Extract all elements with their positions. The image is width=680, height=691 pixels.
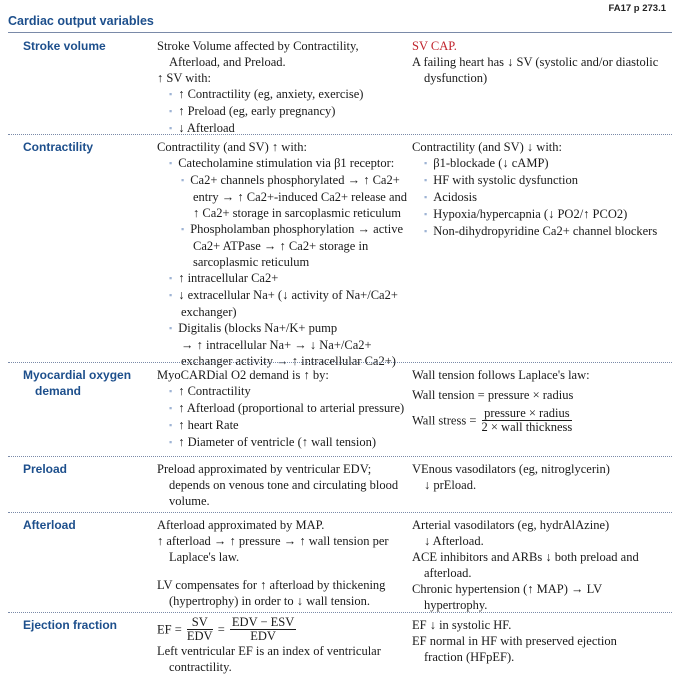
text-line: contractility.	[169, 660, 232, 674]
contractility-decrease	[412, 139, 670, 240]
text-line: entry → ↑ Ca2+-induced Ca2+ release and	[193, 190, 408, 204]
formula-lhs: EF =	[157, 622, 182, 637]
numerator: SV	[187, 616, 213, 630]
bullet-item: ▪ Digitalis (blocks Na+/K+ pump	[157, 320, 407, 337]
text-line: exchanger activity → ↑ intracellular Ca2+)	[181, 354, 396, 368]
row-stroke-volume	[8, 36, 672, 134]
bullet-item: ▪ ↓ Afterload	[157, 120, 407, 137]
text-line: Arterial vasodilators (eg, hydrAlAzine)	[412, 518, 610, 532]
bullet-item: ▪ ↑ Diameter of ventricle (↑ wall tension)	[157, 434, 407, 451]
text-line: Left ventricular EF is an index of ventricular	[157, 644, 381, 658]
text-line: Chronic hypertension (↑ MAP) → LV	[412, 582, 603, 596]
text-line: hypertrophy.	[424, 598, 488, 612]
bullet-item: ▪ ↑ heart Rate	[157, 417, 407, 434]
row-ejection-fraction	[8, 612, 672, 689]
denominator: EDV	[250, 629, 276, 643]
text-line: EF ↓ in systolic HF.	[412, 618, 512, 632]
text-line: Ca2+ ATPase → ↑ Ca2+ storage in	[193, 239, 369, 253]
bullet-item: ▪ Catecholamine stimulation via β1 receptor:	[157, 155, 407, 172]
text-line: Afterload, and Preload.	[169, 55, 286, 69]
text-line: sarcoplasmic reticulum	[193, 255, 310, 269]
section-title: Cardiac output variables	[8, 14, 154, 28]
bullet-item: ▪ ↑ intracellular Ca2+	[157, 270, 407, 287]
page-reference: FA17 p 273.1	[608, 3, 666, 14]
text-line: MyoCARDial O2 demand is ↑ by:	[157, 368, 329, 382]
row-label: Ejection fraction	[23, 618, 118, 632]
sub-bullet-item: ▪ Ca2+ channels phosphorylated → ↑ Ca2+	[157, 172, 407, 189]
bullet-item: ▪ ↑ Preload (eg, early pregnancy)	[157, 103, 407, 120]
text-line: ↓ prEload.	[424, 478, 477, 492]
fraction	[230, 616, 296, 643]
fraction	[482, 407, 573, 434]
laplace-law	[412, 367, 670, 434]
stroke-volume-notes	[412, 38, 670, 86]
text-line: Wall tension follows Laplace's law:	[412, 368, 590, 382]
preload-notes	[412, 461, 670, 493]
oxygen-demand-factors	[157, 367, 407, 451]
row-preload	[8, 456, 672, 513]
numerator: EDV − ESV	[231, 615, 295, 629]
text-line: VEnous vasodilators (eg, nitroglycerin)	[412, 462, 610, 476]
text-line: Preload approximated by ventricular EDV;	[157, 462, 372, 476]
title-rule	[8, 32, 672, 33]
text-line: Stroke Volume affected by Contractility,	[157, 39, 359, 53]
text-line: afterload.	[424, 566, 472, 580]
sub-bullet-item: ▪ Phospholamban phosphorylation → active	[157, 221, 407, 238]
text-line: ↑ afterload → ↑ pressure → ↑ wall tension per	[157, 534, 389, 548]
mnemonic: SV CAP.	[412, 39, 457, 53]
text-line: EF normal in HF with preserved ejection	[412, 634, 617, 648]
row-label: Afterload	[23, 518, 76, 532]
text-line: depends on venous tone and circulating blood	[169, 478, 399, 492]
text-line: → ↑ intracellular Na+ → ↓ Na+/Ca2+	[181, 338, 372, 352]
bullet-item: ▪ ↓ extracellular Na+ (↓ activity of Na+/Ca2+	[157, 287, 407, 304]
row-myocardial-oxygen-demand	[8, 362, 672, 455]
bullet-item: ▪ Non-dihydropyridine Ca2+ channel blockers	[412, 223, 670, 240]
preload-details	[157, 461, 407, 509]
bullet-item: ▪ ↑ Contractility	[157, 383, 407, 400]
text-line: fraction (HFpEF).	[424, 650, 515, 664]
bullet-item: ▪ ↑ Contractility (eg, anxiety, exercise)	[157, 86, 407, 103]
row-label	[23, 367, 131, 399]
denominator: EDV	[186, 629, 213, 643]
formula-lhs: Wall stress =	[412, 413, 477, 428]
bullet-item: ▪ HF with systolic dysfunction	[412, 172, 670, 189]
fraction	[187, 616, 213, 643]
bullet-item: ▪ β1-blockade (↓ cAMP)	[412, 155, 670, 172]
bullet-item: ▪ Hypoxia/hypercapnia (↓ PO2/↑ PCO2)	[412, 206, 670, 223]
text-line: volume.	[169, 494, 210, 508]
text-line: ACE inhibitors and ARBs ↓ both preload and	[412, 550, 639, 564]
text-line: LV compensates for ↑ afterload by thickening	[157, 578, 386, 592]
text-line: Afterload approximated by MAP.	[157, 518, 325, 532]
text-line: ↑ SV with:	[157, 71, 211, 85]
afterload-details	[157, 517, 407, 609]
numerator: pressure × radius	[482, 407, 573, 421]
label-line: Myocardial oxygen	[23, 368, 132, 382]
row-label: Preload	[23, 462, 68, 476]
text-line: Contractility (and SV) ↑ with:	[157, 140, 307, 154]
text-line: dysfunction)	[424, 71, 488, 85]
text-line: Laplace's law.	[169, 550, 240, 564]
text-line: Contractility (and SV) ↓ with:	[412, 140, 562, 154]
text-line: A failing heart has ↓ SV (systolic and/or diastolic	[412, 55, 659, 69]
row-contractility	[8, 134, 672, 368]
label-line: demand	[35, 384, 82, 398]
row-label: Contractility	[23, 140, 94, 154]
afterload-notes	[412, 517, 670, 613]
bullet-item: ▪ ↑ Afterload (proportional to arterial pressure)	[157, 400, 407, 417]
row-label: Stroke volume	[23, 39, 106, 53]
ejection-fraction-notes	[412, 617, 670, 665]
text-line: ↓ Afterload.	[424, 534, 484, 548]
row-afterload	[8, 512, 672, 613]
bullet-item: ▪ Acidosis	[412, 189, 670, 206]
formula-ejection-fraction	[157, 616, 407, 643]
ejection-fraction-details	[157, 616, 407, 675]
formula-wall-tension: Wall tension = pressure × radius	[412, 388, 574, 402]
formula-wall-stress	[412, 407, 670, 434]
text-line: (hypertrophy) in order to ↓ wall tension.	[169, 594, 370, 608]
equals-sign: =	[217, 622, 225, 637]
stroke-volume-details	[157, 38, 407, 137]
text-line: ↑ Ca2+ storage in sarcoplasmic reticulum	[193, 206, 402, 220]
text-line: exchanger)	[181, 305, 237, 319]
denominator: 2 × wall thickness	[481, 420, 573, 434]
contractility-increase	[157, 139, 407, 369]
